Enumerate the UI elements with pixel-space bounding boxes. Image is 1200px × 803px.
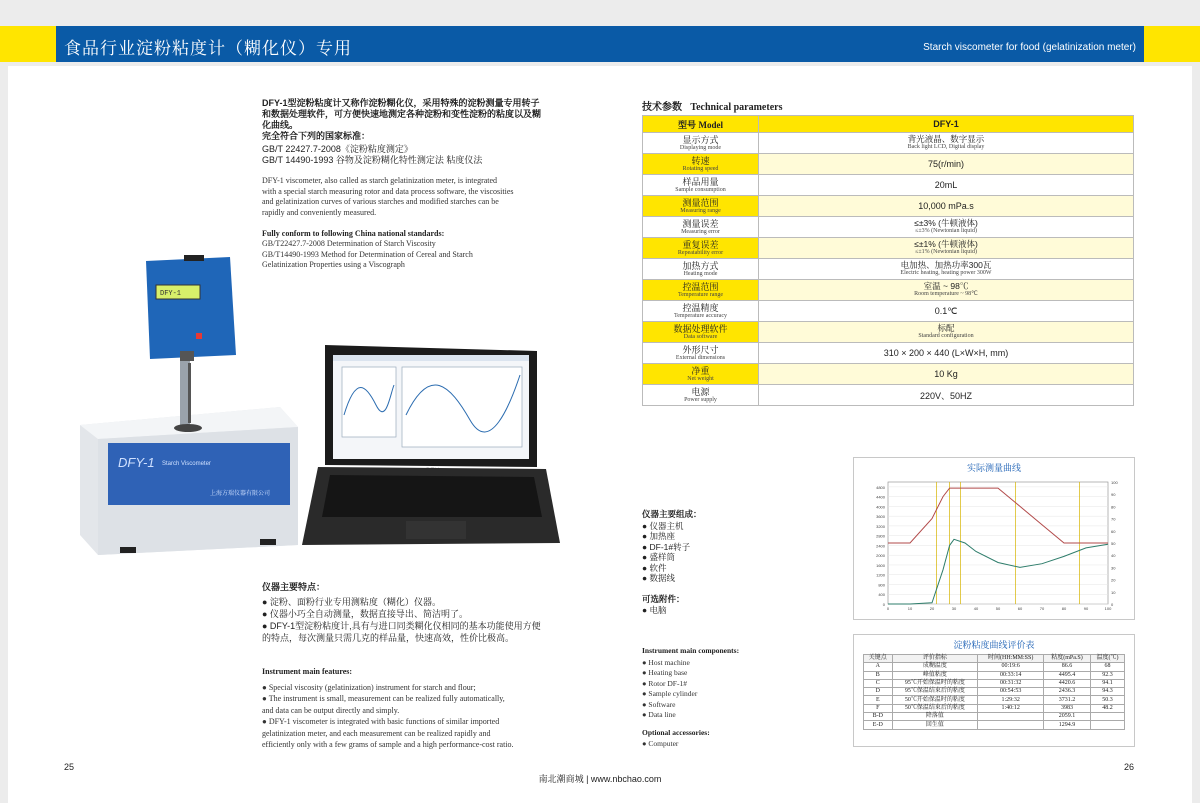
y2-tick-label: 0 bbox=[1111, 602, 1114, 607]
tech-row bbox=[643, 217, 1134, 238]
features-cn-item: ● 仪器小巧全自动测量，数据直接导出、简洁明了。 bbox=[262, 609, 468, 619]
evaluation-cell: D bbox=[864, 688, 893, 696]
tech-value-en: ≤±3% (Newtonian liquid) bbox=[915, 228, 977, 234]
tech-key-cn: 转速 bbox=[691, 155, 710, 166]
y2-tick-label: 50 bbox=[1111, 541, 1116, 546]
features-en bbox=[262, 666, 582, 751]
components-en-item: ● Data line bbox=[642, 710, 676, 719]
evaluation-cell: 1:29:32 bbox=[978, 696, 1044, 704]
screen-titlebar bbox=[333, 355, 529, 361]
intro-en-line: and gelatinization curves of various starches and modified starches can be bbox=[262, 197, 499, 206]
y2-tick-label: 40 bbox=[1111, 553, 1116, 559]
intro-cn-line: 和数据处理软件，可方便快速地测定各种淀粉和变性淀粉的粘度以及糊 bbox=[262, 109, 542, 119]
tech-key bbox=[643, 154, 759, 175]
evaluation-title: 淀粉粘度曲线评价表 bbox=[953, 640, 1035, 650]
tech-key-en: Power supply bbox=[684, 396, 717, 403]
evaluation-cell: C bbox=[864, 679, 893, 687]
evaluation-cell: 3983 bbox=[1044, 704, 1091, 712]
evaluation-row bbox=[864, 688, 1125, 696]
components-cn bbox=[642, 509, 702, 584]
features-cn-item: 的特点，每次测量只需几克的样品量，快速高效，性价比极高。 bbox=[262, 633, 515, 643]
tech-value-en: Back light LCD, Digital display bbox=[907, 144, 985, 150]
tech-value bbox=[759, 259, 1134, 280]
evaluation-cell: 2059.1 bbox=[1044, 713, 1091, 721]
accessories-cn-heading: 可选附件： bbox=[642, 594, 685, 604]
evaluation-cell: 86.6 bbox=[1044, 663, 1091, 671]
features-en-item: ● Special viscosity (gelatinization) instrument for starch and flour; bbox=[262, 682, 476, 692]
intro-en-std-heading: Fully conform to following China national standards: bbox=[262, 229, 445, 238]
tech-value-en: Standard configuration bbox=[918, 333, 974, 339]
features-cn-item: ● DFY-1型淀粉粘度计,具有与进口同类糊化仪相同的基本功能使用方便 bbox=[262, 621, 541, 631]
evaluation-cell: 4495.4 bbox=[1044, 671, 1091, 679]
tech-heading-en: Technical parameters bbox=[690, 102, 783, 113]
tech-key-cn: 外形尺寸 bbox=[682, 344, 719, 355]
tech-value-cn: 标配 bbox=[937, 323, 955, 333]
tech-value bbox=[759, 280, 1134, 301]
tech-heading-cn: 技术参数 bbox=[642, 102, 682, 113]
page-number-left: 25 bbox=[64, 762, 75, 772]
y2-tick-label: 70 bbox=[1111, 516, 1116, 522]
evaluation-cell: B bbox=[864, 671, 893, 679]
evaluation-cell: 50.3 bbox=[1090, 696, 1124, 704]
x-tick-label: 60 bbox=[1017, 606, 1023, 611]
tech-row bbox=[643, 259, 1134, 280]
features-en-item: ● The instrument is small, measurement can be realized fully automatically, bbox=[262, 694, 505, 703]
evaluation-cell: 00:31:32 bbox=[978, 679, 1044, 687]
x-tick-label: 40 bbox=[973, 606, 979, 611]
sample-cup bbox=[174, 424, 202, 432]
screen-chart-1 bbox=[342, 367, 396, 437]
tech-key bbox=[643, 322, 759, 343]
evaluation-cell: 92.3 bbox=[1090, 671, 1124, 679]
evaluation-cell: 48.2 bbox=[1090, 704, 1124, 712]
tech-key-cn: 数据处理软件 bbox=[673, 323, 728, 334]
tech-row bbox=[643, 196, 1134, 217]
tech-key-cn: 重复误差 bbox=[682, 239, 719, 250]
evaluation-cell: 1294.9 bbox=[1044, 721, 1091, 729]
foot bbox=[120, 547, 136, 553]
features-cn bbox=[262, 581, 592, 644]
tech-key bbox=[643, 301, 759, 322]
evaluation-panel bbox=[853, 634, 1135, 747]
tech-value-text: 20mL bbox=[934, 180, 958, 190]
components-cn-item: ● 盛样筒 bbox=[642, 552, 675, 562]
tech-value-en: ≤±1% (Newtonian liquid) bbox=[915, 249, 977, 255]
tech-row bbox=[643, 154, 1134, 175]
y-tick-label: 4400 bbox=[876, 494, 885, 500]
tech-value bbox=[759, 301, 1134, 322]
evaluation-row bbox=[864, 679, 1125, 687]
evaluation-cell: E bbox=[864, 696, 893, 704]
components-cn-item: ● 数据线 bbox=[642, 573, 675, 583]
y2-tick-label: 20 bbox=[1111, 577, 1116, 583]
x-tick-label: 20 bbox=[929, 606, 935, 611]
evaluation-cell bbox=[1090, 721, 1124, 729]
tech-value-text: 310 × 200 × 440 (L×W×H, mm) bbox=[883, 348, 1009, 358]
header-subtitle: Starch viscometer for food (gelatinization meter) bbox=[923, 42, 1136, 53]
base-label-text: Starch Viscometer bbox=[162, 461, 211, 467]
tech-key bbox=[643, 343, 759, 364]
components-en bbox=[642, 646, 739, 721]
tech-value-en: Electric heating, heating power 300W bbox=[900, 270, 992, 276]
tech-heading bbox=[642, 98, 782, 113]
lcd-text: DFY-1 bbox=[160, 290, 182, 298]
tech-value bbox=[759, 133, 1134, 154]
tech-header-key bbox=[643, 116, 759, 133]
y-tick-label: 4000 bbox=[876, 504, 885, 510]
y-tick-label: 2000 bbox=[876, 553, 885, 559]
y-tick-label: 2400 bbox=[876, 543, 885, 549]
tech-key bbox=[643, 280, 759, 301]
intro-cn-line: DFY-1型淀粉粘度计又称作淀粉糊化仪，采用特殊的淀粉测量专用转子 bbox=[262, 98, 540, 108]
evaluation-header-cell: 评价指标 bbox=[892, 655, 978, 663]
features-cn-item: ● 淀粉、面粉行业专用测粘度（糊化）仪器。 bbox=[262, 597, 441, 607]
tech-key-cn: 净重 bbox=[691, 365, 710, 376]
intro-en-std-line: GB/T22427.7-2008 Determination of Starch Viscosity bbox=[262, 239, 436, 248]
tech-value bbox=[759, 175, 1134, 196]
tech-key bbox=[643, 385, 759, 406]
maker-text: 上海方瑞仪器有限公司 bbox=[210, 491, 271, 497]
evaluation-cell: A bbox=[864, 663, 893, 671]
laptop-keyboard bbox=[322, 475, 542, 517]
y-tick-label: 800 bbox=[878, 582, 885, 588]
tech-key bbox=[643, 175, 759, 196]
tech-value bbox=[759, 385, 1134, 406]
intro-cn-line: 化曲线。 bbox=[262, 120, 299, 130]
tech-key bbox=[643, 259, 759, 280]
features-en-item: ● DFY-1 viscometer is integrated with basic functions of similar imported bbox=[262, 717, 500, 726]
tech-key-cn: 控温精度 bbox=[682, 302, 719, 313]
evaluation-cell: 94.3 bbox=[1090, 688, 1124, 696]
tech-key-cn: 电源 bbox=[691, 386, 710, 397]
tech-row bbox=[643, 301, 1134, 322]
tech-key-en: Data software bbox=[683, 333, 718, 340]
evaluation-cell: 降落值 bbox=[892, 713, 978, 721]
y-tick-label: 3600 bbox=[876, 514, 885, 520]
tech-table bbox=[642, 115, 1134, 406]
tech-key bbox=[643, 196, 759, 217]
page-number-right: 26 bbox=[1124, 762, 1135, 772]
tech-value bbox=[759, 196, 1134, 217]
tech-value-cn: 背光液晶、数字显示 bbox=[907, 134, 985, 144]
tech-row bbox=[643, 175, 1134, 196]
y-tick-label: 3200 bbox=[876, 523, 885, 529]
chart-title: 实际测量曲线 bbox=[966, 463, 1021, 473]
tech-value-text: 75(r/min) bbox=[927, 159, 964, 169]
y-tick-label: 1600 bbox=[876, 562, 885, 568]
intro-std-line: GB/T 22427.7-2008《淀粉粘度测定》 bbox=[262, 144, 413, 154]
intro-en-line: DFY-1 viscometer, also called as starch gelatinization meter, is integrated bbox=[262, 176, 498, 185]
evaluation-cell: 回生值 bbox=[892, 721, 978, 729]
intro-en-para bbox=[262, 176, 592, 218]
x-tick-label: 0 bbox=[886, 606, 890, 611]
x-tick-label: 10 bbox=[907, 606, 913, 611]
x-tick-label: 50 bbox=[995, 606, 1001, 611]
viscometer-head bbox=[146, 257, 236, 359]
tech-value bbox=[759, 154, 1134, 175]
evaluation-row bbox=[864, 696, 1125, 704]
tech-header-key-en: Model bbox=[698, 119, 724, 130]
tech-key bbox=[643, 217, 759, 238]
evaluation-header-cell: 粘度(mPa.S) bbox=[1044, 655, 1091, 663]
x-tick-label: 30 bbox=[951, 606, 957, 611]
components-en-item: ● Rotor DF-1# bbox=[642, 678, 687, 688]
x-tick-label: 90 bbox=[1083, 606, 1089, 611]
intro-std-line: GB/T 14490-1993 谷物及淀粉糊化特性测定法 粘度仪法 bbox=[262, 155, 483, 165]
components-cn-item: ● 仪器主机 bbox=[642, 520, 684, 531]
evaluation-cell: 2436.3 bbox=[1044, 688, 1091, 696]
tech-row bbox=[643, 385, 1134, 406]
evaluation-row bbox=[864, 671, 1125, 679]
tech-key-cn: 测量范围 bbox=[682, 197, 719, 208]
features-en-item: and data can be output directly and simply. bbox=[262, 705, 400, 715]
evaluation-cell: E-D bbox=[864, 721, 893, 729]
evaluation-cell: B-D bbox=[864, 713, 893, 721]
evaluation-cell: 50℃开始保温时的粘度 bbox=[892, 696, 978, 704]
components-en-item: ● Sample cylinder bbox=[642, 689, 698, 698]
tech-row bbox=[643, 133, 1134, 154]
features-en-item: efficiently only with a few grams of sample and a high performance-cost ratio. bbox=[262, 740, 514, 749]
evaluation-cell: 00:54:53 bbox=[978, 688, 1044, 696]
product-photo bbox=[80, 255, 560, 555]
evaluation-cell: 3731.2 bbox=[1044, 696, 1091, 704]
tech-key-en: Sample consumption bbox=[675, 186, 726, 193]
evaluation-cell: 峰值粘度 bbox=[892, 671, 978, 679]
tech-value-cn: ≤±3% (牛顿液体) bbox=[914, 218, 978, 228]
evaluation-row bbox=[864, 704, 1125, 712]
y2-tick-label: 60 bbox=[1111, 528, 1116, 534]
tech-value-text: 0.1℃ bbox=[934, 305, 958, 316]
evaluation-cell: 95℃开始保温时的粘度 bbox=[892, 679, 978, 687]
y-tick-label: 2800 bbox=[876, 533, 885, 539]
header-accent-right bbox=[1144, 26, 1200, 62]
intro-block bbox=[262, 98, 592, 271]
y2-tick-label: 80 bbox=[1111, 504, 1116, 510]
evaluation-header-cell: 关键点 bbox=[864, 655, 893, 663]
head-cap bbox=[184, 255, 204, 261]
evaluation-cell: 94.1 bbox=[1090, 679, 1124, 687]
tech-row bbox=[643, 343, 1134, 364]
evaluation-header-cell: 时间(HH:MM:SS) bbox=[978, 655, 1044, 663]
evaluation-row bbox=[864, 663, 1125, 671]
tech-key bbox=[643, 238, 759, 259]
tech-row bbox=[643, 280, 1134, 301]
measurement-chart bbox=[854, 458, 1134, 619]
tech-value bbox=[759, 238, 1134, 259]
y-tick-label: 400 bbox=[878, 592, 885, 598]
evaluation-header-row bbox=[864, 655, 1125, 663]
intro-en-std-line: GB/T14490-1993 Method for Determination of Cereal and Starch bbox=[262, 249, 473, 259]
evaluation-cell: 1:40:12 bbox=[978, 704, 1044, 712]
y2-tick-label: 10 bbox=[1111, 589, 1116, 595]
components-en-heading: Instrument main components: bbox=[642, 646, 740, 655]
tech-value-text: 220V、50HZ bbox=[919, 390, 973, 401]
tech-value-en: Room temperature ~ 98℃ bbox=[914, 291, 978, 297]
tech-key-cn: 样品用量 bbox=[682, 176, 719, 187]
features-en-item: gelatinization meter, and each measurement can be realized rapidly and bbox=[262, 728, 491, 738]
tech-row bbox=[643, 238, 1134, 259]
head-neck bbox=[180, 351, 194, 361]
evaluation-cell: 4420.6 bbox=[1044, 679, 1091, 687]
evaluation-cell: 00:33:14 bbox=[978, 671, 1044, 679]
accessories-en bbox=[642, 728, 710, 749]
header-accent-left bbox=[0, 26, 56, 62]
spindle bbox=[188, 363, 191, 423]
y-tick-label: 4800 bbox=[876, 484, 885, 490]
components-cn-item: ● DF-1#转子 bbox=[642, 541, 691, 552]
base-model-text: DFY-1 bbox=[118, 455, 155, 470]
tech-key-en: Net weight bbox=[687, 375, 714, 382]
intro-cn-line: 完全符合下列的国家标准： bbox=[262, 131, 371, 141]
evaluation-cell bbox=[978, 721, 1044, 729]
tech-key-en: Temperature accuracy bbox=[673, 312, 728, 319]
accessories-en-item: ● Computer bbox=[642, 738, 679, 748]
intro-en-line: with a special starch measuring rotor and data process software, the viscosities bbox=[262, 186, 514, 196]
tech-value bbox=[759, 364, 1134, 385]
components-en-item: ● Software bbox=[642, 699, 676, 709]
x-tick-label: 80 bbox=[1061, 606, 1067, 611]
evaluation-cell: 95℃保温结束后的粘度 bbox=[892, 688, 978, 696]
laptop-touchpad bbox=[406, 521, 466, 539]
y-tick-label: 0 bbox=[882, 602, 885, 607]
intro-en-line: rapidly and conveniently measured. bbox=[262, 207, 377, 217]
power-button bbox=[196, 333, 202, 339]
header-title: 食品行业淀粉粘度计（糊化仪）专用 bbox=[64, 39, 352, 58]
evaluation-cell bbox=[978, 713, 1044, 721]
tech-key bbox=[643, 133, 759, 154]
tech-key-en: Repeatability error bbox=[677, 249, 724, 256]
evaluation-row bbox=[864, 713, 1125, 721]
components-cn-item: ● 加热座 bbox=[642, 531, 675, 541]
evaluation-cell: F bbox=[864, 704, 893, 712]
x-tick-label: 100 bbox=[1104, 606, 1112, 611]
evaluation-cell: 成糊温度 bbox=[892, 663, 978, 671]
tech-value-text: 10 Kg bbox=[934, 369, 958, 379]
tech-key-cn: 控温范围 bbox=[682, 281, 719, 292]
measurement-chart-panel bbox=[853, 457, 1135, 620]
x-tick-label: 70 bbox=[1039, 606, 1045, 611]
tech-value bbox=[759, 217, 1134, 238]
accessories-cn bbox=[642, 594, 685, 615]
y-tick-label: 1200 bbox=[876, 572, 885, 578]
tech-value-cn: ≤±1% (牛顿液体) bbox=[914, 239, 978, 249]
features-en-heading: Instrument main features: bbox=[262, 667, 353, 676]
footer-text: 南北潮商城 | www.nbchao.com bbox=[538, 774, 662, 784]
accessories-cn-item: ● 电脑 bbox=[642, 604, 667, 615]
tech-key bbox=[643, 364, 759, 385]
tech-key-cn: 测量误差 bbox=[682, 218, 719, 229]
tech-value-text: 10,000 mPa.s bbox=[918, 201, 974, 211]
evaluation-cell bbox=[1090, 713, 1124, 721]
y2-tick-label: 30 bbox=[1111, 565, 1116, 571]
tech-key-cn: 加热方式 bbox=[682, 260, 719, 271]
tech-header-row bbox=[643, 116, 1134, 133]
components-en-item: ● Host machine bbox=[642, 657, 690, 667]
tech-value bbox=[759, 343, 1134, 364]
tech-key-cn: 显示方式 bbox=[682, 134, 719, 145]
components-en-item: ● Heating base bbox=[642, 668, 688, 677]
foot bbox=[260, 539, 276, 545]
tech-key-en: External dimensions bbox=[675, 354, 726, 361]
y2-tick-label: 90 bbox=[1111, 492, 1116, 498]
evaluation-cell: 00:19:6 bbox=[978, 663, 1044, 671]
tech-header-value: DFY-1 bbox=[759, 116, 1134, 133]
tech-key-en: Heating mode bbox=[683, 270, 718, 277]
accessories-en-heading: Optional accessories: bbox=[642, 728, 710, 737]
tech-key-en: Measuring range bbox=[680, 207, 721, 214]
evaluation-header-cell: 温度(℃) bbox=[1090, 655, 1124, 663]
components-cn-item: ● 软件 bbox=[642, 562, 667, 573]
tech-value-cn: 室温 ~ 98℃ bbox=[923, 281, 969, 291]
tech-value-cn: 电加热、加热功率300瓦 bbox=[900, 260, 992, 270]
tech-key-en: Measuring error bbox=[681, 228, 720, 235]
components-cn-heading: 仪器主要组成： bbox=[642, 509, 702, 519]
tech-row bbox=[643, 364, 1134, 385]
tech-value bbox=[759, 322, 1134, 343]
tech-row bbox=[643, 322, 1134, 343]
evaluation-row bbox=[864, 721, 1125, 729]
tech-header-key-cn: 型号 bbox=[677, 119, 696, 130]
tech-key-en: Displaying mode bbox=[679, 144, 722, 151]
evaluation-table bbox=[863, 654, 1125, 730]
tech-key-en: Rotating speed bbox=[682, 165, 719, 172]
evaluation-cell: 50℃保温结束后的粘度 bbox=[892, 704, 978, 712]
features-cn-heading: 仪器主要特点： bbox=[262, 582, 326, 592]
evaluation-cell: 68 bbox=[1090, 663, 1124, 671]
tech-key-en: Temperature range bbox=[677, 291, 724, 298]
intro-en-std-line: Gelatinization Properties using a Viscograph bbox=[262, 260, 405, 269]
y2-tick-label: 100 bbox=[1111, 480, 1118, 485]
